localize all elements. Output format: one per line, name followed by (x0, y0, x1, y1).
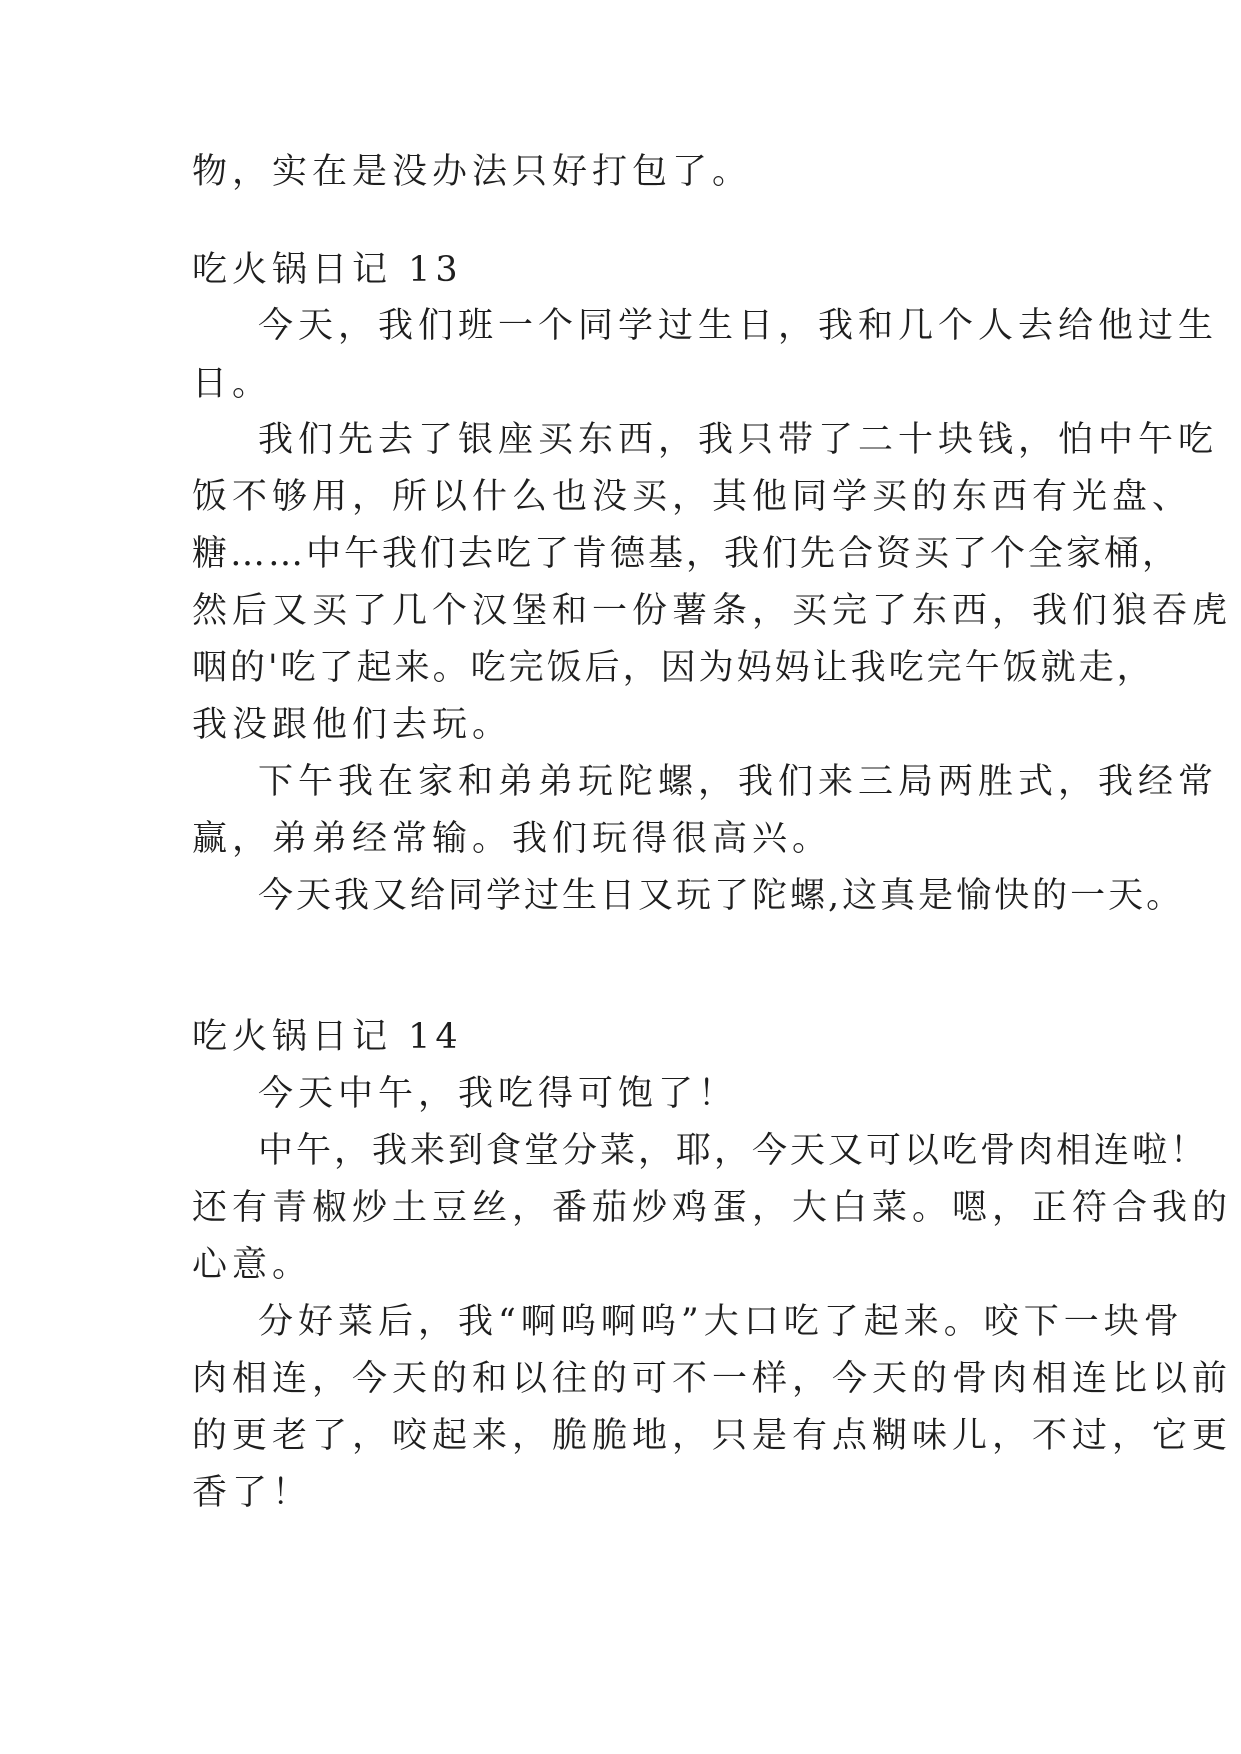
text-line: 然后又买了几个汉堡和一份薯条，买完了东西，我们狼吞虎 (192, 591, 1233, 631)
text-line: 分好菜后，我“啊呜啊呜”大口吃了起来。咬下一块骨 (258, 1302, 1184, 1342)
text-line: 还有青椒炒土豆丝，番茄炒鸡蛋，大白菜。嗯，正符合我的 (192, 1188, 1233, 1228)
text-line: 下午我在家和弟弟玩陀螺，我们来三局两胜式，我经常 (258, 762, 1219, 802)
text-line: 糖……中午我们去吃了肯德基，我们先合资买了个全家桶， (192, 534, 1181, 574)
text-line: 心意。 (192, 1245, 313, 1285)
text-line: 日。 (192, 364, 273, 404)
text-line: 中午，我来到食堂分菜，耶，今天又可以吃骨肉相连啦！ (258, 1131, 1209, 1171)
text-line: 肉相连，今天的和以往的可不一样，今天的骨肉相连比以前 (192, 1359, 1233, 1399)
text-line: 香了！ (192, 1473, 313, 1513)
text-line: 今天我又给同学过生日又玩了陀螺,这真是愉快的一天。 (258, 876, 1185, 916)
text-line: 我没跟他们去玩。 (192, 705, 513, 745)
text-line: 物，实在是没办法只好打包了。 (192, 152, 753, 192)
text-line: 饭不够用，所以什么也没买，其他同学买的东西有光盘、 (192, 477, 1193, 517)
text-line: 今天中午，我吃得可饱了！ (258, 1074, 739, 1114)
text-line: 今天，我们班一个同学过生日，我和几个人去给他过生 (258, 306, 1219, 346)
section-title-14: 吃火锅日记 14 (192, 1017, 463, 1057)
text-line: 的更老了，咬起来，脆脆地，只是有点糊味儿，不过，它更 (192, 1416, 1233, 1456)
text-line: 赢，弟弟经常输。我们玩得很高兴。 (192, 819, 833, 859)
text-line: 我们先去了银座买东西，我只带了二十块钱，怕中午吃 (258, 420, 1219, 460)
section-title-13: 吃火锅日记 13 (192, 250, 463, 290)
text-line: 咽的'吃了起来。吃完饭后，因为妈妈让我吃完午饭就走， (192, 648, 1155, 688)
